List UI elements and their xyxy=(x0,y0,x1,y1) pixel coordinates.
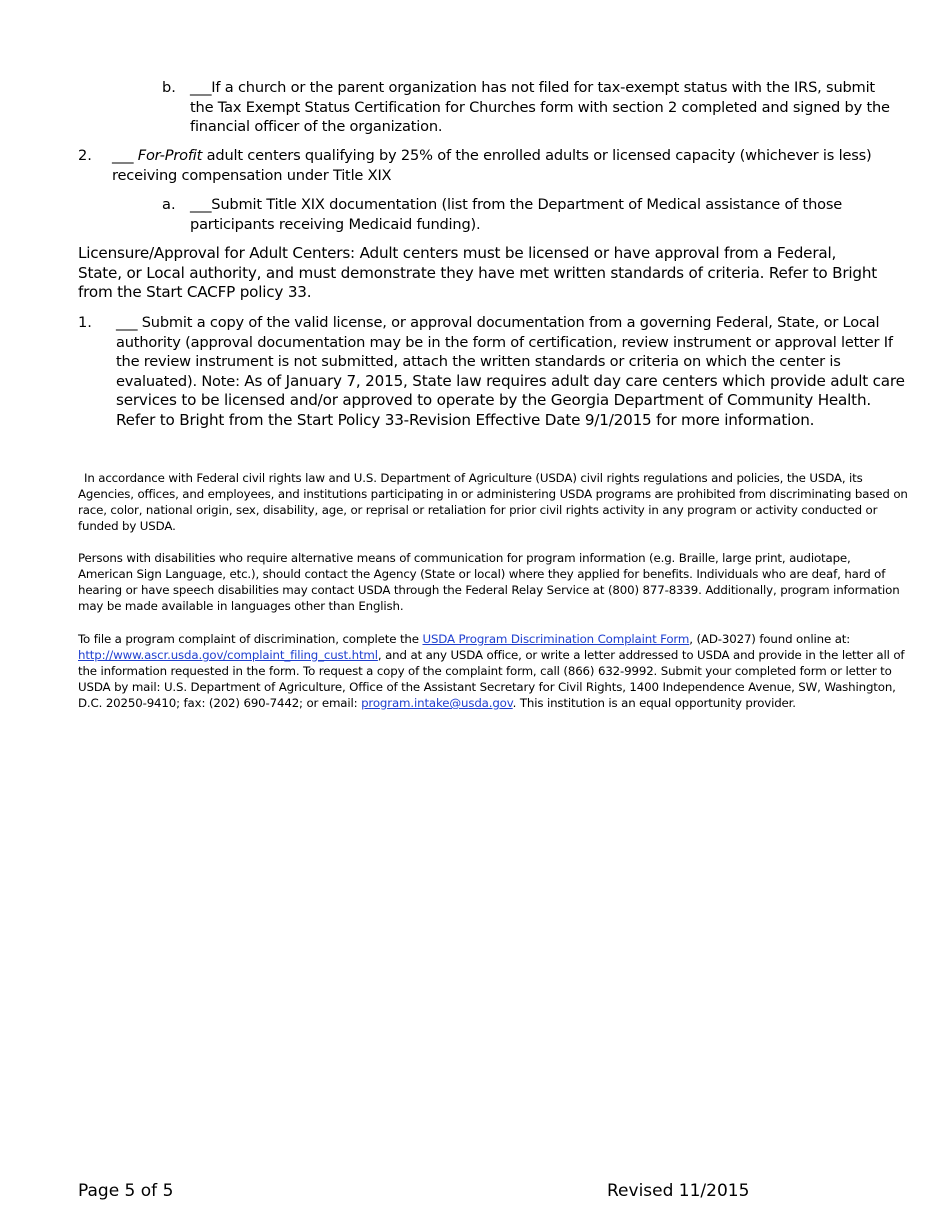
complaint-text-a: To file a program complaint of discrimination, complete the xyxy=(78,632,419,646)
list-item-2-body: adult centers qualifying by 25% of the enrolled adults or licensed capacity (whichever is less) receiving compensation under Title XIX xyxy=(112,147,872,184)
list-item-1-note: As of January 7, 2015, State law requires adult day care centers which provide adult care services to be licensed and/or approved to operate by the Georgia Department of Community Health. Refer to Bright from the Start Policy 33-Revision Effective Date 9/1/2015 for more information. xyxy=(116,371,905,429)
list-item-a-text: ___Submit Title XIX documentation (list from the Department of Medical assistance of those participants receiving Medicaid funding). xyxy=(190,196,843,233)
licensure-paragraph: Licensure/Approval for Adult Centers: Adult centers must be licensed or have approval from a Federal, State, or Local authority, and must demonstrate they have met written standards of criteria. Refer to Bright from the Start CACFP policy 33. xyxy=(78,244,878,301)
list-item-1-text xyxy=(116,313,906,430)
civil-rights-paragraph-2: Persons with disabilities who require alternative means of communication for program information (e.g. Braille, large print, audiotape, American Sign Language, etc.), should contact the Agency (State or local) where they applied for benefits. Individuals who are deaf, hard of hearing or have speech disabilities may contact USDA through the Federal Relay Service at (800) 877-8339. Additionally, program information may be made available in languages other than English. xyxy=(78,551,900,613)
civil-rights-paragraph-1: In accordance with Federal civil rights law and U.S. Department of Agriculture (USDA) civil rights regulations and policies, the USDA, its Agencies, offices, and employees, and institutions participating in or administering USDA programs are prohibited from discriminating based on race, color, national origin, sex, disability, age, or reprisal or retaliation for prior civil rights activity in any program or activity conducted or funded by USDA. xyxy=(78,471,908,533)
list-marker-a: a. xyxy=(162,196,176,213)
list-marker-1: 1. xyxy=(78,314,92,331)
list-marker-b: b. xyxy=(162,79,176,96)
complaint-text-b: , (AD-3027) found online at: xyxy=(689,632,851,646)
complaint-form-link[interactable]: USDA Program Discrimination Complaint Form xyxy=(422,632,690,646)
blank-line: ___ xyxy=(112,147,134,164)
civil-rights-paragraph-3 xyxy=(78,631,908,711)
complaint-url-link[interactable]: http://www.ascr.usda.gov/complaint_filing_cust.html xyxy=(78,648,378,662)
complaint-text-d: . This institution is an equal opportunity provider. xyxy=(512,696,796,710)
list-marker-2: 2. xyxy=(78,147,92,164)
list-item-2-text xyxy=(112,146,872,185)
complaint-text-c: , and at any USDA office, or write a letter addressed to USDA and provide in the letter all of the information requested in the form. To request a copy of the complaint form, call (866) 632-9992. Submit your completed form or letter to USDA by mail: U.S. Department of Agriculture, Office of the Assistant Secretary for Civil Rights, 1400 Independence Avenue, SW, Washington, D.C. 20250-9410; fax: (202) 690-7442; or email: xyxy=(78,648,905,710)
revision-date: Revised 11/2015 xyxy=(607,1181,750,1201)
list-item-1-body: ___ Submit a copy of the valid license, or approval documentation from a governing Federal, State, or Local authority (approval documentation may be in the form of certification, review instrument or approval letter If the review instrument is not submitted, attach the written standards or criteria on which the center is evaluated). Note: xyxy=(116,314,893,390)
page-number: Page 5 of 5 xyxy=(78,1181,174,1201)
for-profit-term: For-Profit xyxy=(137,147,203,164)
email-link[interactable]: program.intake@usda.gov xyxy=(361,696,513,710)
list-item-b-text: ___If a church or the parent organization has not filed for tax-exempt status with the IRS, submit the Tax Exempt Status Certification for Churches form with section 2 completed and signed by the financial officer of the organization. xyxy=(190,79,890,135)
